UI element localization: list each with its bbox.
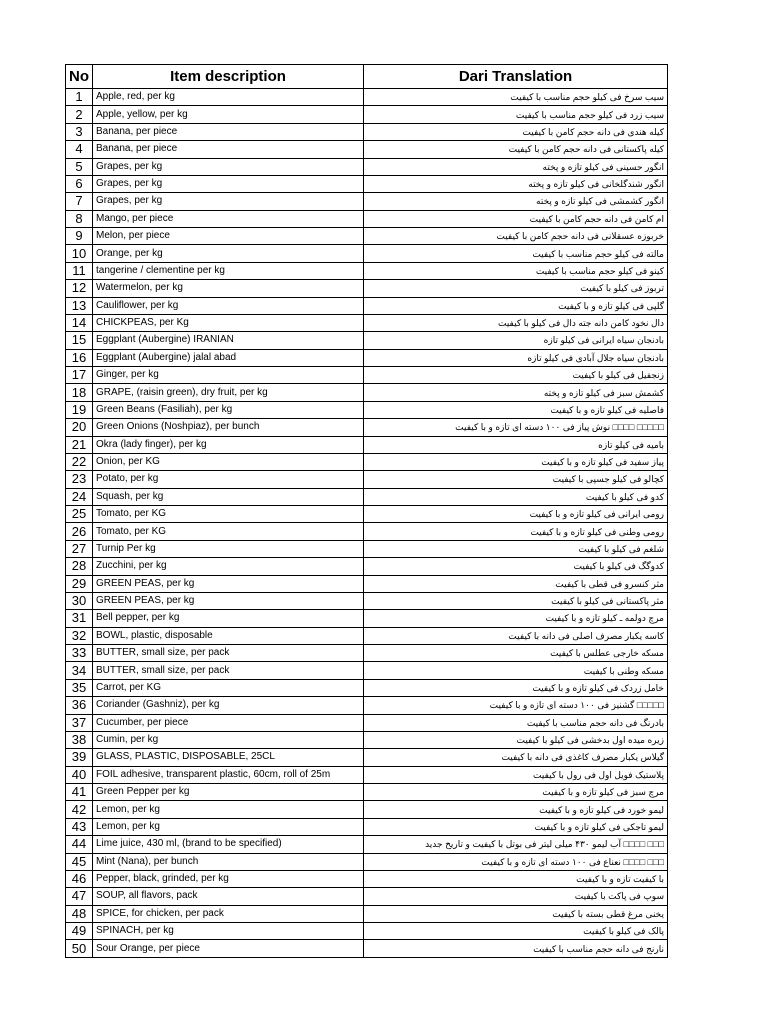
header-row	[66, 65, 668, 89]
item-description: Lemon, per kg	[93, 801, 364, 818]
dari-translation: دال نخود کامن دانه جته دال فی کیلو با کیفیت	[364, 314, 668, 331]
table-row	[66, 888, 668, 905]
table-row	[66, 89, 668, 106]
table-row	[66, 453, 668, 470]
row-number: 25	[66, 506, 93, 523]
dari-translation: بادنجان سیاه ایرانی فی کیلو تازه	[364, 332, 668, 349]
dari-translation: بادنجان سیاه جلال آبادی فی کیلو تازه	[364, 349, 668, 366]
row-number: 26	[66, 523, 93, 540]
row-number: 45	[66, 853, 93, 870]
dari-translation: کچالو فی کیلو جسپی با کیفیت	[364, 471, 668, 488]
dari-translation: بامیه فی کیلو تازه	[364, 436, 668, 453]
row-number: 39	[66, 749, 93, 766]
item-description: Watermelon, per kg	[93, 280, 364, 297]
dari-translation: سوپ فی پاکت با کیفیت	[364, 888, 668, 905]
table-row	[66, 905, 668, 922]
row-number: 40	[66, 766, 93, 783]
dari-translation: پیاز سفید فی کیلو تازه و با کیفیت	[364, 453, 668, 470]
item-description: Ginger, per kg	[93, 367, 364, 384]
dari-translation: پلاستیک فویل اول فی رول با کیفیت	[364, 766, 668, 783]
table-row	[66, 314, 668, 331]
dari-translation: پالک فی کیلو با کیفیت	[364, 923, 668, 940]
dari-translation: انگور کشمشی فی کیلو تازه و پخته	[364, 193, 668, 210]
table-row	[66, 106, 668, 123]
item-description: Carrot, per KG	[93, 679, 364, 696]
item-description: Banana, per piece	[93, 141, 364, 158]
row-number: 50	[66, 940, 93, 957]
item-description: Lime juice, 430 ml, (brand to be specified)	[93, 836, 364, 853]
row-number: 7	[66, 193, 93, 210]
row-number: 42	[66, 801, 93, 818]
table-row	[66, 384, 668, 401]
table-row	[66, 662, 668, 679]
dari-translation: □□□□□ □□□□ نوش پیاز فی ۱۰۰ دسته ای تازه و با کیفیت	[364, 419, 668, 436]
item-description: Sour Orange, per piece	[93, 940, 364, 957]
dari-translation: مرچ دولمه ـ کیلو تازه و با کیفیت	[364, 610, 668, 627]
table-row	[66, 766, 668, 783]
table-row	[66, 784, 668, 801]
dari-translation: □□□□□ گشنیز فی ۱۰۰ دسته ای تازه و با کیفیت	[364, 697, 668, 714]
row-number: 13	[66, 297, 93, 314]
row-number: 31	[66, 610, 93, 627]
row-number: 48	[66, 905, 93, 922]
dari-translation: کاسه یکبار مصرف اصلی فی دانه با کیفیت	[364, 627, 668, 644]
table-row	[66, 836, 668, 853]
item-description: BOWL, plastic, disposable	[93, 627, 364, 644]
table-row	[66, 523, 668, 540]
item-description: Apple, red, per kg	[93, 89, 364, 106]
item-description: CHICKPEAS, per Kg	[93, 314, 364, 331]
table-row	[66, 818, 668, 835]
item-description: Turnip Per kg	[93, 540, 364, 557]
item-description: Cucumber, per piece	[93, 714, 364, 731]
item-description: Lemon, per kg	[93, 818, 364, 835]
table-row	[66, 870, 668, 887]
dari-translation: کینو فی کیلو حجم مناسب با کیفیت	[364, 262, 668, 279]
row-number: 16	[66, 349, 93, 366]
table-row	[66, 210, 668, 227]
row-number: 32	[66, 627, 93, 644]
dari-translation: مالته فی کیلو حجم مناسب با کیفیت	[364, 245, 668, 262]
row-number: 35	[66, 679, 93, 696]
table-row	[66, 228, 668, 245]
table-row	[66, 575, 668, 592]
dari-translation: گیلاس یکبار مصرف کاغذی فی دانه با کیفیت	[364, 749, 668, 766]
dari-translation: لیمو خورد فی کیلو تازه و با کیفیت	[364, 801, 668, 818]
dari-translation: خربوزه عسقلانی فی دانه حجم کامن با کیفیت	[364, 228, 668, 245]
item-description: Zucchini, per kg	[93, 558, 364, 575]
item-description: Apple, yellow, per kg	[93, 106, 364, 123]
item-description: Coriander (Gashniz), per kg	[93, 697, 364, 714]
dari-translation: کشمش سبز فی کیلو تازه و پخته	[364, 384, 668, 401]
dari-translation: سیب سرخ فی کیلو حجم مناسب با کیفیت	[364, 89, 668, 106]
table-row	[66, 280, 668, 297]
row-number: 19	[66, 401, 93, 418]
item-description: SPINACH, per kg	[93, 923, 364, 940]
dari-translation: تربوز فی کیلو با کیفیت	[364, 280, 668, 297]
dari-translation: زیره میده اول بدخشی فی کیلو با کیفیت	[364, 731, 668, 748]
row-number: 9	[66, 228, 93, 245]
table-row	[66, 731, 668, 748]
item-description: Melon, per piece	[93, 228, 364, 245]
row-number: 41	[66, 784, 93, 801]
table-row	[66, 367, 668, 384]
item-description: FOIL adhesive, transparent plastic, 60cm, roll of 25m	[93, 766, 364, 783]
table-row	[66, 436, 668, 453]
dari-translation: شلغم فی کیلو با کیفیت	[364, 540, 668, 557]
item-description: SOUP, all flavors, pack	[93, 888, 364, 905]
item-description: Tomato, per KG	[93, 506, 364, 523]
table-row	[66, 627, 668, 644]
item-description: Grapes, per kg	[93, 175, 364, 192]
dari-translation: با کیفیت تازه و با کیفیت	[364, 870, 668, 887]
item-translation-table	[65, 64, 668, 958]
item-description: Mango, per piece	[93, 210, 364, 227]
dari-translation: ام کامن فی دانه حجم کامن با کیفیت	[364, 210, 668, 227]
item-description: Mint (Nana), per bunch	[93, 853, 364, 870]
dari-translation: نارنج فی دانه حجم مناسب با کیفیت	[364, 940, 668, 957]
item-description: BUTTER, small size, per pack	[93, 645, 364, 662]
table-row	[66, 262, 668, 279]
dari-translation: رومی وطنی فی کیلو تازه و با کیفیت	[364, 523, 668, 540]
row-number: 2	[66, 106, 93, 123]
dari-translation: انگور شندگلخانی فی کیلو تازه و پخته	[364, 175, 668, 192]
dari-translation: انگور حسینی فی کیلو تازه و پخته	[364, 158, 668, 175]
table-row	[66, 349, 668, 366]
dari-translation: کدوگگ فی کیلو با کیفیت	[364, 558, 668, 575]
table-row	[66, 558, 668, 575]
row-number: 47	[66, 888, 93, 905]
row-number: 24	[66, 488, 93, 505]
table-row	[66, 923, 668, 940]
table-row	[66, 506, 668, 523]
dari-translation: □□□ □□□□ آب لیمو ۴۳۰ میلی لیتر فی بوتل با کیفیت و تاریخ جدید	[364, 836, 668, 853]
table-row	[66, 801, 668, 818]
item-description: Grapes, per kg	[93, 193, 364, 210]
item-description: Eggplant (Aubergine) jalal abad	[93, 349, 364, 366]
item-description: SPICE, for chicken, per pack	[93, 905, 364, 922]
header-no: No	[66, 65, 93, 89]
row-number: 44	[66, 836, 93, 853]
row-number: 3	[66, 123, 93, 140]
dari-translation: کیله پاکستانی فی دانه حجم کامن با کیفیت	[364, 141, 668, 158]
row-number: 1	[66, 89, 93, 106]
table-row	[66, 158, 668, 175]
item-description: Tomato, per KG	[93, 523, 364, 540]
table-row	[66, 332, 668, 349]
dari-translation: مسکه خارجی عطلس با کیفیت	[364, 645, 668, 662]
row-number: 15	[66, 332, 93, 349]
row-number: 11	[66, 262, 93, 279]
table-row	[66, 940, 668, 957]
row-number: 43	[66, 818, 93, 835]
dari-translation: خامل زردک فی کیلو تازه و با کیفیت	[364, 679, 668, 696]
table-row	[66, 645, 668, 662]
header-item-description: Item description	[93, 65, 364, 89]
item-description: Pepper, black, grinded, per kg	[93, 870, 364, 887]
item-description: GREEN PEAS, per kg	[93, 575, 364, 592]
dari-translation: بادرنگ فی دانه حجم مناسب با کیفیت	[364, 714, 668, 731]
item-description: Green Onions (Noshpiaz), per bunch	[93, 419, 364, 436]
table-row	[66, 540, 668, 557]
row-number: 38	[66, 731, 93, 748]
item-description: Potato, per kg	[93, 471, 364, 488]
item-description: Bell pepper, per kg	[93, 610, 364, 627]
row-number: 28	[66, 558, 93, 575]
header-dari-translation: Dari Translation	[364, 65, 668, 89]
table-row	[66, 193, 668, 210]
row-number: 36	[66, 697, 93, 714]
table-row	[66, 488, 668, 505]
item-description: Orange, per kg	[93, 245, 364, 262]
row-number: 30	[66, 592, 93, 609]
row-number: 37	[66, 714, 93, 731]
row-number: 14	[66, 314, 93, 331]
item-description: Banana, per piece	[93, 123, 364, 140]
table-row	[66, 401, 668, 418]
dari-translation: رومی ایرانی فی کیلو تازه و با کیفیت	[364, 506, 668, 523]
table-row	[66, 714, 668, 731]
row-number: 12	[66, 280, 93, 297]
item-description: Squash, per kg	[93, 488, 364, 505]
item-description: Green Beans (Fasiliah), per kg	[93, 401, 364, 418]
table-row	[66, 697, 668, 714]
dari-translation: مثر پاکستانی فی کیلو با کیفیت	[364, 592, 668, 609]
row-number: 20	[66, 419, 93, 436]
dari-translation: فاصلیه فی کیلو تازه و با کیفیت	[364, 401, 668, 418]
dari-translation: گلپی فی کیلو تازه و با کیفیت	[364, 297, 668, 314]
row-number: 21	[66, 436, 93, 453]
row-number: 33	[66, 645, 93, 662]
row-number: 6	[66, 175, 93, 192]
table-row	[66, 679, 668, 696]
item-description: Green Pepper per kg	[93, 784, 364, 801]
table-row	[66, 853, 668, 870]
dari-translation: کدو فی کیلو با کیفیت	[364, 488, 668, 505]
table-row	[66, 471, 668, 488]
item-description: Eggplant (Aubergine) IRANIAN	[93, 332, 364, 349]
row-number: 46	[66, 870, 93, 887]
row-number: 5	[66, 158, 93, 175]
dari-translation: مسکه وطنی با کیفیت	[364, 662, 668, 679]
dari-translation: □□□ □□□□ نعناع فی ۱۰۰ دسته ای تازه و با کیفیت	[364, 853, 668, 870]
row-number: 17	[66, 367, 93, 384]
dari-translation: کیله هندی فی دانه حجم کامن با کیفیت	[364, 123, 668, 140]
row-number: 4	[66, 141, 93, 158]
dari-translation: یخنی مرغ قطی بسته با کیفیت	[364, 905, 668, 922]
item-description: Cauliflower, per kg	[93, 297, 364, 314]
table-row	[66, 141, 668, 158]
row-number: 22	[66, 453, 93, 470]
dari-translation: لیمو تاجکی فی کیلو تازه و با کیفیت	[364, 818, 668, 835]
row-number: 29	[66, 575, 93, 592]
item-description: Okra (lady finger), per kg	[93, 436, 364, 453]
table-row	[66, 749, 668, 766]
item-description: Cumin, per kg	[93, 731, 364, 748]
row-number: 10	[66, 245, 93, 262]
dari-translation: زنجفیل فی کیلو با کیفیت	[364, 367, 668, 384]
table-row	[66, 175, 668, 192]
item-description: BUTTER, small size, per pack	[93, 662, 364, 679]
table-row	[66, 592, 668, 609]
table-row	[66, 610, 668, 627]
row-number: 34	[66, 662, 93, 679]
dari-translation: سیب زرد فی کیلو حجم مناسب با کیفیت	[364, 106, 668, 123]
table-row	[66, 245, 668, 262]
item-description: Grapes, per kg	[93, 158, 364, 175]
item-description: GREEN PEAS, per kg	[93, 592, 364, 609]
table-row	[66, 123, 668, 140]
row-number: 8	[66, 210, 93, 227]
row-number: 23	[66, 471, 93, 488]
item-description: tangerine / clementine per kg	[93, 262, 364, 279]
row-number: 18	[66, 384, 93, 401]
dari-translation: مثر کنسرو فی قطی با کیفیت	[364, 575, 668, 592]
item-description: GLASS, PLASTIC, DISPOSABLE, 25CL	[93, 749, 364, 766]
row-number: 49	[66, 923, 93, 940]
row-number: 27	[66, 540, 93, 557]
table-row	[66, 297, 668, 314]
item-description: Onion, per KG	[93, 453, 364, 470]
item-description: GRAPE, (raisin green), dry fruit, per kg	[93, 384, 364, 401]
dari-translation: مرچ سبز فی کیلو تازه و با کیفیت	[364, 784, 668, 801]
table-row	[66, 419, 668, 436]
